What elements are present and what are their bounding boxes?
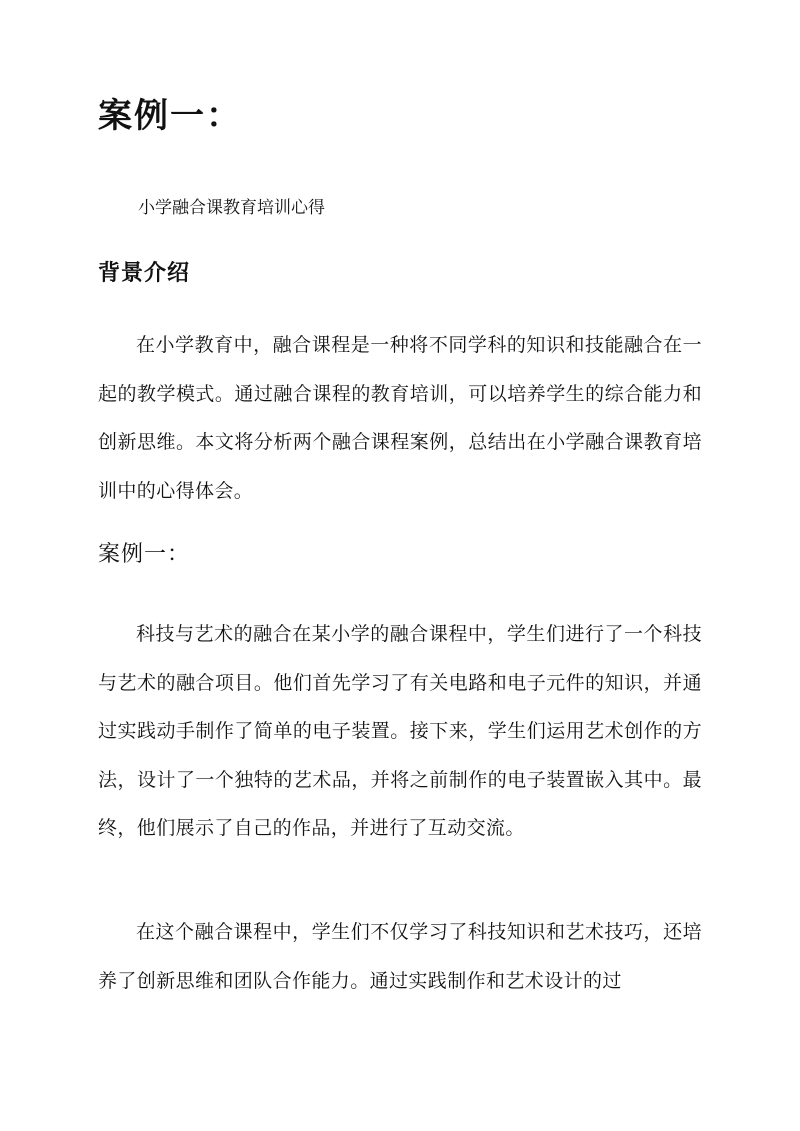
document-subtitle: 小学融合课教育培训心得	[138, 198, 325, 218]
case-one-paragraph-2: 在这个融合课程中，学生们不仅学习了科技知识和艺术技巧，还培养了创新思维和团队合作能力。通过实践制作和艺术设计的过	[98, 921, 702, 992]
document-title: 案例一：	[98, 96, 242, 136]
section-heading-background: 背景介绍	[98, 260, 191, 286]
section-heading-case-one: 案例一：	[98, 542, 191, 567]
case-one-paragraph-1: 科技与艺术的融合在某小学的融合课程中，学生们进行了一个科技与艺术的融合项目。他们首先学习了有关电路和电子元件的知识，并通过实践动手制作了简单的电子装置。接下来，学生们运用艺术创作的方法，设计了一个独特的艺术品，并将之前制作的电子装置嵌入其中。最终，他们展示了自己的作品，并进行了互动交流。	[98, 623, 702, 839]
background-paragraph: 在小学教育中，融合课程是一种将不同学科的知识和技能融合在一起的教学模式。通过融合课程的教育培训，可以培养学生的综合能力和创新思维。本文将分析两个融合课程案例，总结出在小学融合课教育培训中的心得体会。	[98, 334, 702, 502]
